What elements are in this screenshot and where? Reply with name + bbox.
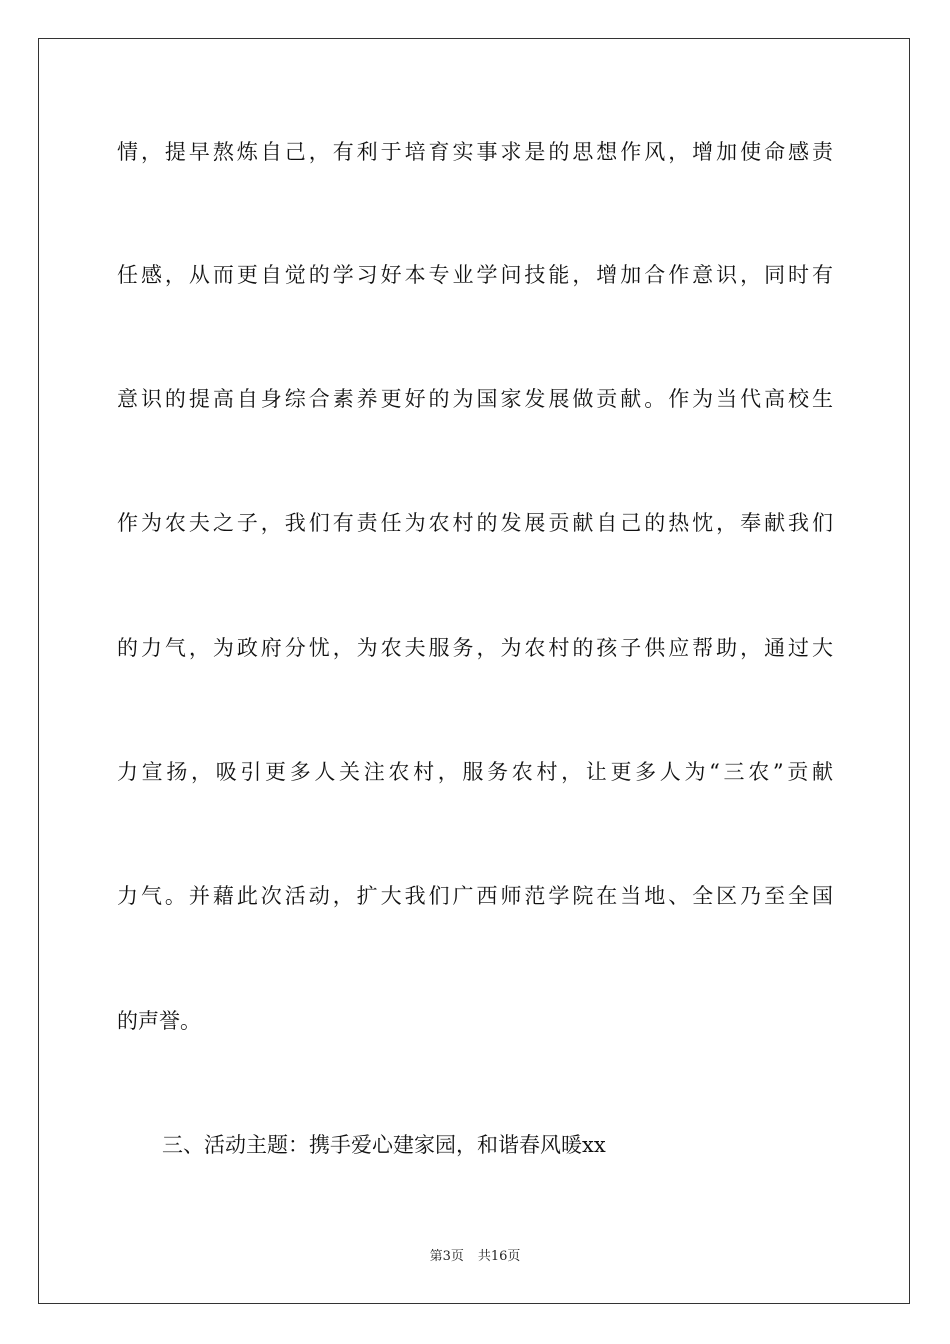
- paragraph-line: 任感，从而更自觉的学习好本专业学问技能，增加合作意识，同时有: [117, 263, 833, 287]
- paragraph-line: 情，提早熬炼自己，有利于培育实事求是的思想作风，增加使命感责: [117, 140, 833, 164]
- paragraph-line: 力宣扬，吸引更多人关注农村，服务农村，让更多人为“三农”贡献: [117, 760, 833, 784]
- page-number-total: 共16页: [477, 1249, 521, 1264]
- paragraph-line: 的声誉。: [117, 1009, 201, 1033]
- paragraph-line: 的力气，为政府分忧，为农夫服务，为农村的孩子供应帮助，通过大: [117, 636, 833, 660]
- paragraph-line: 意识的提高自身综合素养更好的为国家发展做贡献。作为当代高校生: [117, 387, 833, 411]
- page-number-current: 第3页: [429, 1249, 464, 1264]
- paragraph-line: 力气。并藉此次活动，扩大我们广西师范学院在当地、全区乃至全国: [117, 884, 833, 908]
- page-footer: [0, 1248, 950, 1266]
- paragraph-line: 作为农夫之子，我们有责任为农村的发展贡献自己的热忱，奉献我们: [117, 511, 833, 535]
- section-heading: 三、活动主题：携手爱心建家园，和谐春风暖xx: [162, 1133, 606, 1157]
- page-border: [38, 38, 910, 1304]
